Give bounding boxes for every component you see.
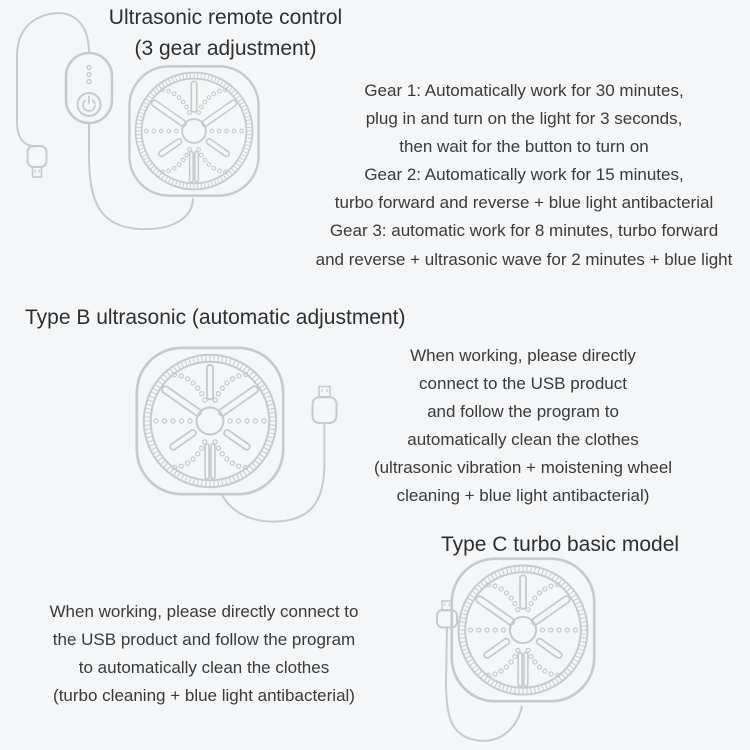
description-line: (turbo cleaning + blue light antibacterial): [53, 686, 355, 705]
description-line: cleaning + blue light antibacterial): [396, 486, 650, 505]
description-line: the USB product and follow the program: [52, 630, 356, 649]
power-button-icon: [78, 93, 101, 116]
washer-device-remote-model: [129, 66, 258, 195]
gear-indicator-dot: [87, 66, 91, 70]
section-type-c-description: [15, 598, 393, 710]
description-line: then wait for the button to turn on: [399, 137, 649, 157]
description-line: automatically clean the clothes: [407, 430, 639, 449]
title-line: Ultrasonic remote control: [108, 6, 343, 29]
type-c-device-group: [437, 601, 522, 741]
washer-device-type-c: [452, 559, 595, 702]
section-remote-title: [58, 2, 393, 64]
section-type-b-title: Type B ultrasonic (automatic adjustment): [25, 306, 406, 329]
description-line: (ultrasonic vibration + moistening wheel: [373, 458, 673, 477]
usb-cable: [446, 627, 522, 741]
description-line: Gear 3: automatic work for 8 minutes, turbo forward: [329, 221, 719, 241]
washer-device-type-b: [137, 348, 283, 494]
section-remote-description: [293, 77, 750, 274]
description-line: to automatically clean the clothes: [78, 658, 330, 677]
description-line: and reverse + ultrasonic wave for 2 minutes + blue light: [315, 249, 733, 269]
usb-plug-icon: [437, 601, 457, 628]
description-line: Gear 1: Automatically work for 30 minutes,: [364, 81, 684, 100]
gear-indicator-dot: [87, 80, 91, 84]
section-type-b-description: [318, 342, 728, 510]
description-line: and follow the program to: [427, 402, 619, 421]
description-line: When working, please directly: [410, 346, 636, 365]
description-line: When working, please directly connect to: [49, 602, 359, 621]
section-type-c-title: Type C turbo basic model: [440, 533, 680, 556]
description-line: Gear 2: Automatically work for 15 minutes,: [364, 165, 684, 185]
description-line: plug in and turn on the light for 3 seconds,: [365, 109, 683, 129]
title-line: (3 gear adjustment): [134, 37, 317, 60]
usb-plug-icon: [28, 146, 47, 177]
description-line: turbo forward and reverse + blue light antibacterial: [334, 193, 714, 213]
description-line: connect to the USB product: [419, 374, 627, 393]
gear-indicator-dot: [87, 73, 91, 77]
